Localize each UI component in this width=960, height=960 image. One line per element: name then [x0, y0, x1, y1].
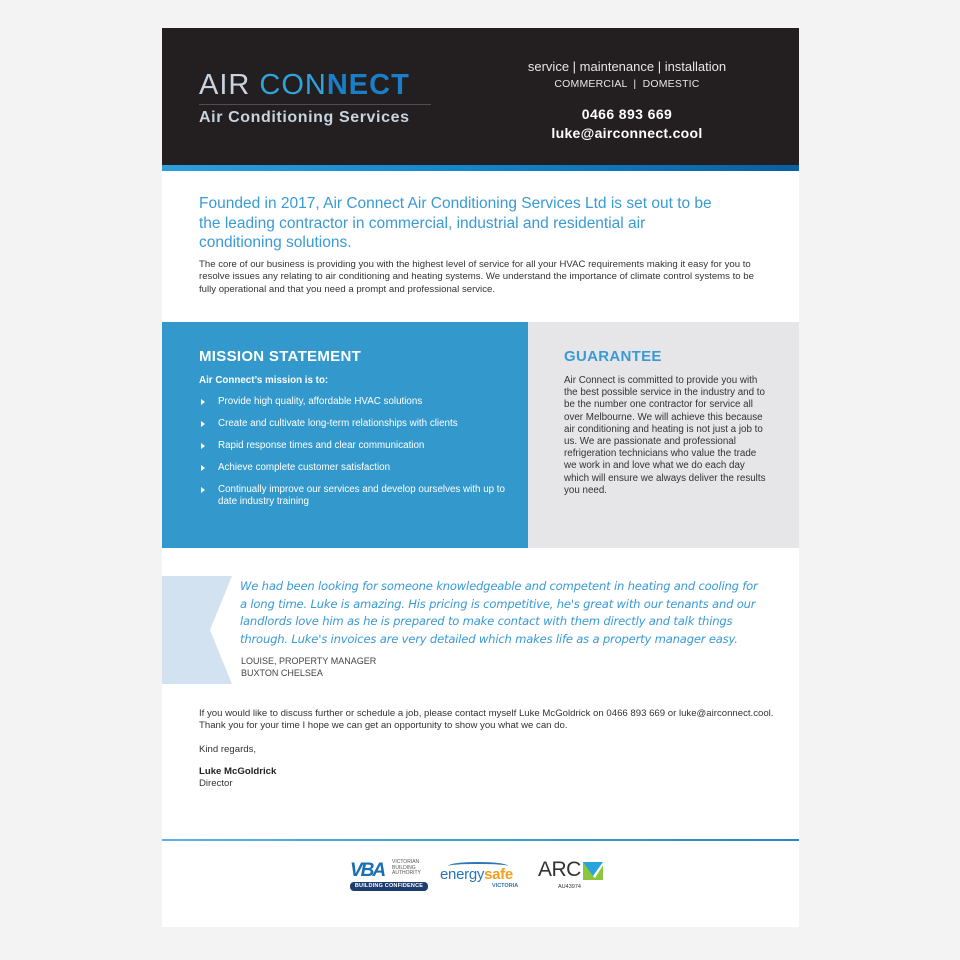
guarantee-title: GUARANTEE [564, 348, 662, 365]
triangle-bullet-icon [201, 465, 205, 471]
vba-text-line: AUTHORITY [392, 870, 421, 876]
services-line: service | maintenance | installation [527, 59, 727, 74]
vba-mark: VBA [350, 860, 385, 881]
mission-item [199, 418, 519, 430]
testimonial-author-company: BUXTON CHELSEA [241, 668, 323, 678]
guarantee-body: Air Connect is committed to provide you with the best possible service in the industry and to be the number one contractor for service all over Melbourne. We will achieve this because air conditioning and heating is not just a job to us. We are passionate and professional refrigeration technicians who value the trade we work in and love what we do each day which will ensure we always deliver the results you need. [564, 375, 766, 496]
signature-title: Director [199, 778, 233, 789]
vba-band: BUILDING CONFIDENCE [350, 882, 428, 891]
brand-word-nect: NECT [326, 69, 410, 101]
header-phone[interactable]: 0466 893 669 [581, 106, 673, 122]
header-contact [502, 59, 752, 143]
brand-divider [199, 104, 431, 105]
triangle-bullet-icon [201, 399, 205, 405]
arc-number: AU43974 [558, 884, 581, 890]
testimonial-author-name: LOUISE, PROPERTY MANAGER [241, 656, 377, 666]
brand-name [199, 68, 431, 102]
vba-logo [348, 858, 430, 894]
quote-flag-icon [162, 576, 234, 684]
brand-word-air: AIR [199, 69, 260, 101]
energysafe-word-safe: safe [484, 866, 513, 883]
arc-check-icon [583, 862, 605, 880]
mission-title: MISSION STATEMENT [199, 348, 362, 365]
flyer-page [162, 28, 799, 927]
mission-list [199, 396, 519, 518]
brand-logo [199, 68, 431, 127]
mission-intro: Air Connect’s mission is to: [199, 375, 329, 386]
closing-regards: Kind regards, [199, 744, 257, 755]
closing-text: If you would like to discuss further or schedule a job, please contact myself Luke McGoldrick on 0466 893 669 or luke@airconnect.cool. Thank you for your time I hope we can get an opportunity to show you what we can do. [199, 708, 774, 732]
sectors-line: COMMERCIAL | DOMESTIC [554, 78, 700, 90]
energysafe-sub: VICTORIA [492, 883, 519, 889]
mission-item-text: Create and cultivate long-term relationships with clients [218, 418, 458, 429]
mission-panel [162, 322, 528, 548]
mission-item-text: Provide high quality, affordable HVAC solutions [218, 396, 423, 407]
intro-body: The core of our business is providing you with the highest level of service for all your HVAC requirements making it easy for you to resolve issues any relating to air conditioning and heating systems. We understand the importance of climate control systems to be fully operational and that you need a prompt and professional service. [199, 259, 754, 295]
testimonial-quote: We had been looking for someone knowledgeable and competent in heating and cooling for a long time. Luke is amazing. His pricing is competitive, he's great with our tenants and our landlords love him as he is prepared to make contact with them directly and talk things through. Luke's invoices are very detailed which makes life as a property manager easy. [240, 579, 758, 646]
triangle-bullet-icon [201, 421, 205, 427]
mission-item-text: Rapid response times and clear communication [218, 440, 425, 451]
header [162, 28, 799, 165]
testimonial-author [241, 655, 376, 679]
accreditation-logos [348, 858, 618, 898]
arc-wordmark: ARC [538, 858, 581, 881]
vba-text [392, 860, 421, 877]
vba-text-line: BUILDING [392, 864, 416, 871]
mission-item [199, 440, 519, 452]
triangle-bullet-icon [201, 487, 205, 493]
energysafe-logo [440, 862, 530, 892]
mission-item [199, 462, 519, 474]
mission-item-text: Continually improve our services and develop ourselves with up to date industry training [218, 484, 505, 507]
energysafe-wordmark [440, 867, 513, 883]
energysafe-word-energy: energy [440, 866, 485, 883]
footer-divider [162, 839, 799, 841]
triangle-bullet-icon [201, 443, 205, 449]
brand-word-con: CON [259, 69, 327, 101]
header-accent-band [162, 165, 799, 171]
guarantee-panel [528, 322, 799, 548]
brand-tagline: Air Conditioning Services [199, 109, 410, 126]
intro-lead: Founded in 2017, Air Connect Air Conditioning Services Ltd is set out to be the leading contractor in commercial, industrial and residential air conditioning solutions. [199, 195, 712, 251]
mission-item-text: Achieve complete customer satisfaction [218, 462, 391, 473]
header-email[interactable]: luke@airconnect.cool [551, 125, 703, 141]
signature-name: Luke McGoldrick [199, 766, 277, 777]
mission-item [199, 484, 519, 508]
mission-item [199, 396, 519, 408]
vba-text-line: VICTORIAN [392, 859, 420, 865]
arc-logo [538, 858, 613, 896]
